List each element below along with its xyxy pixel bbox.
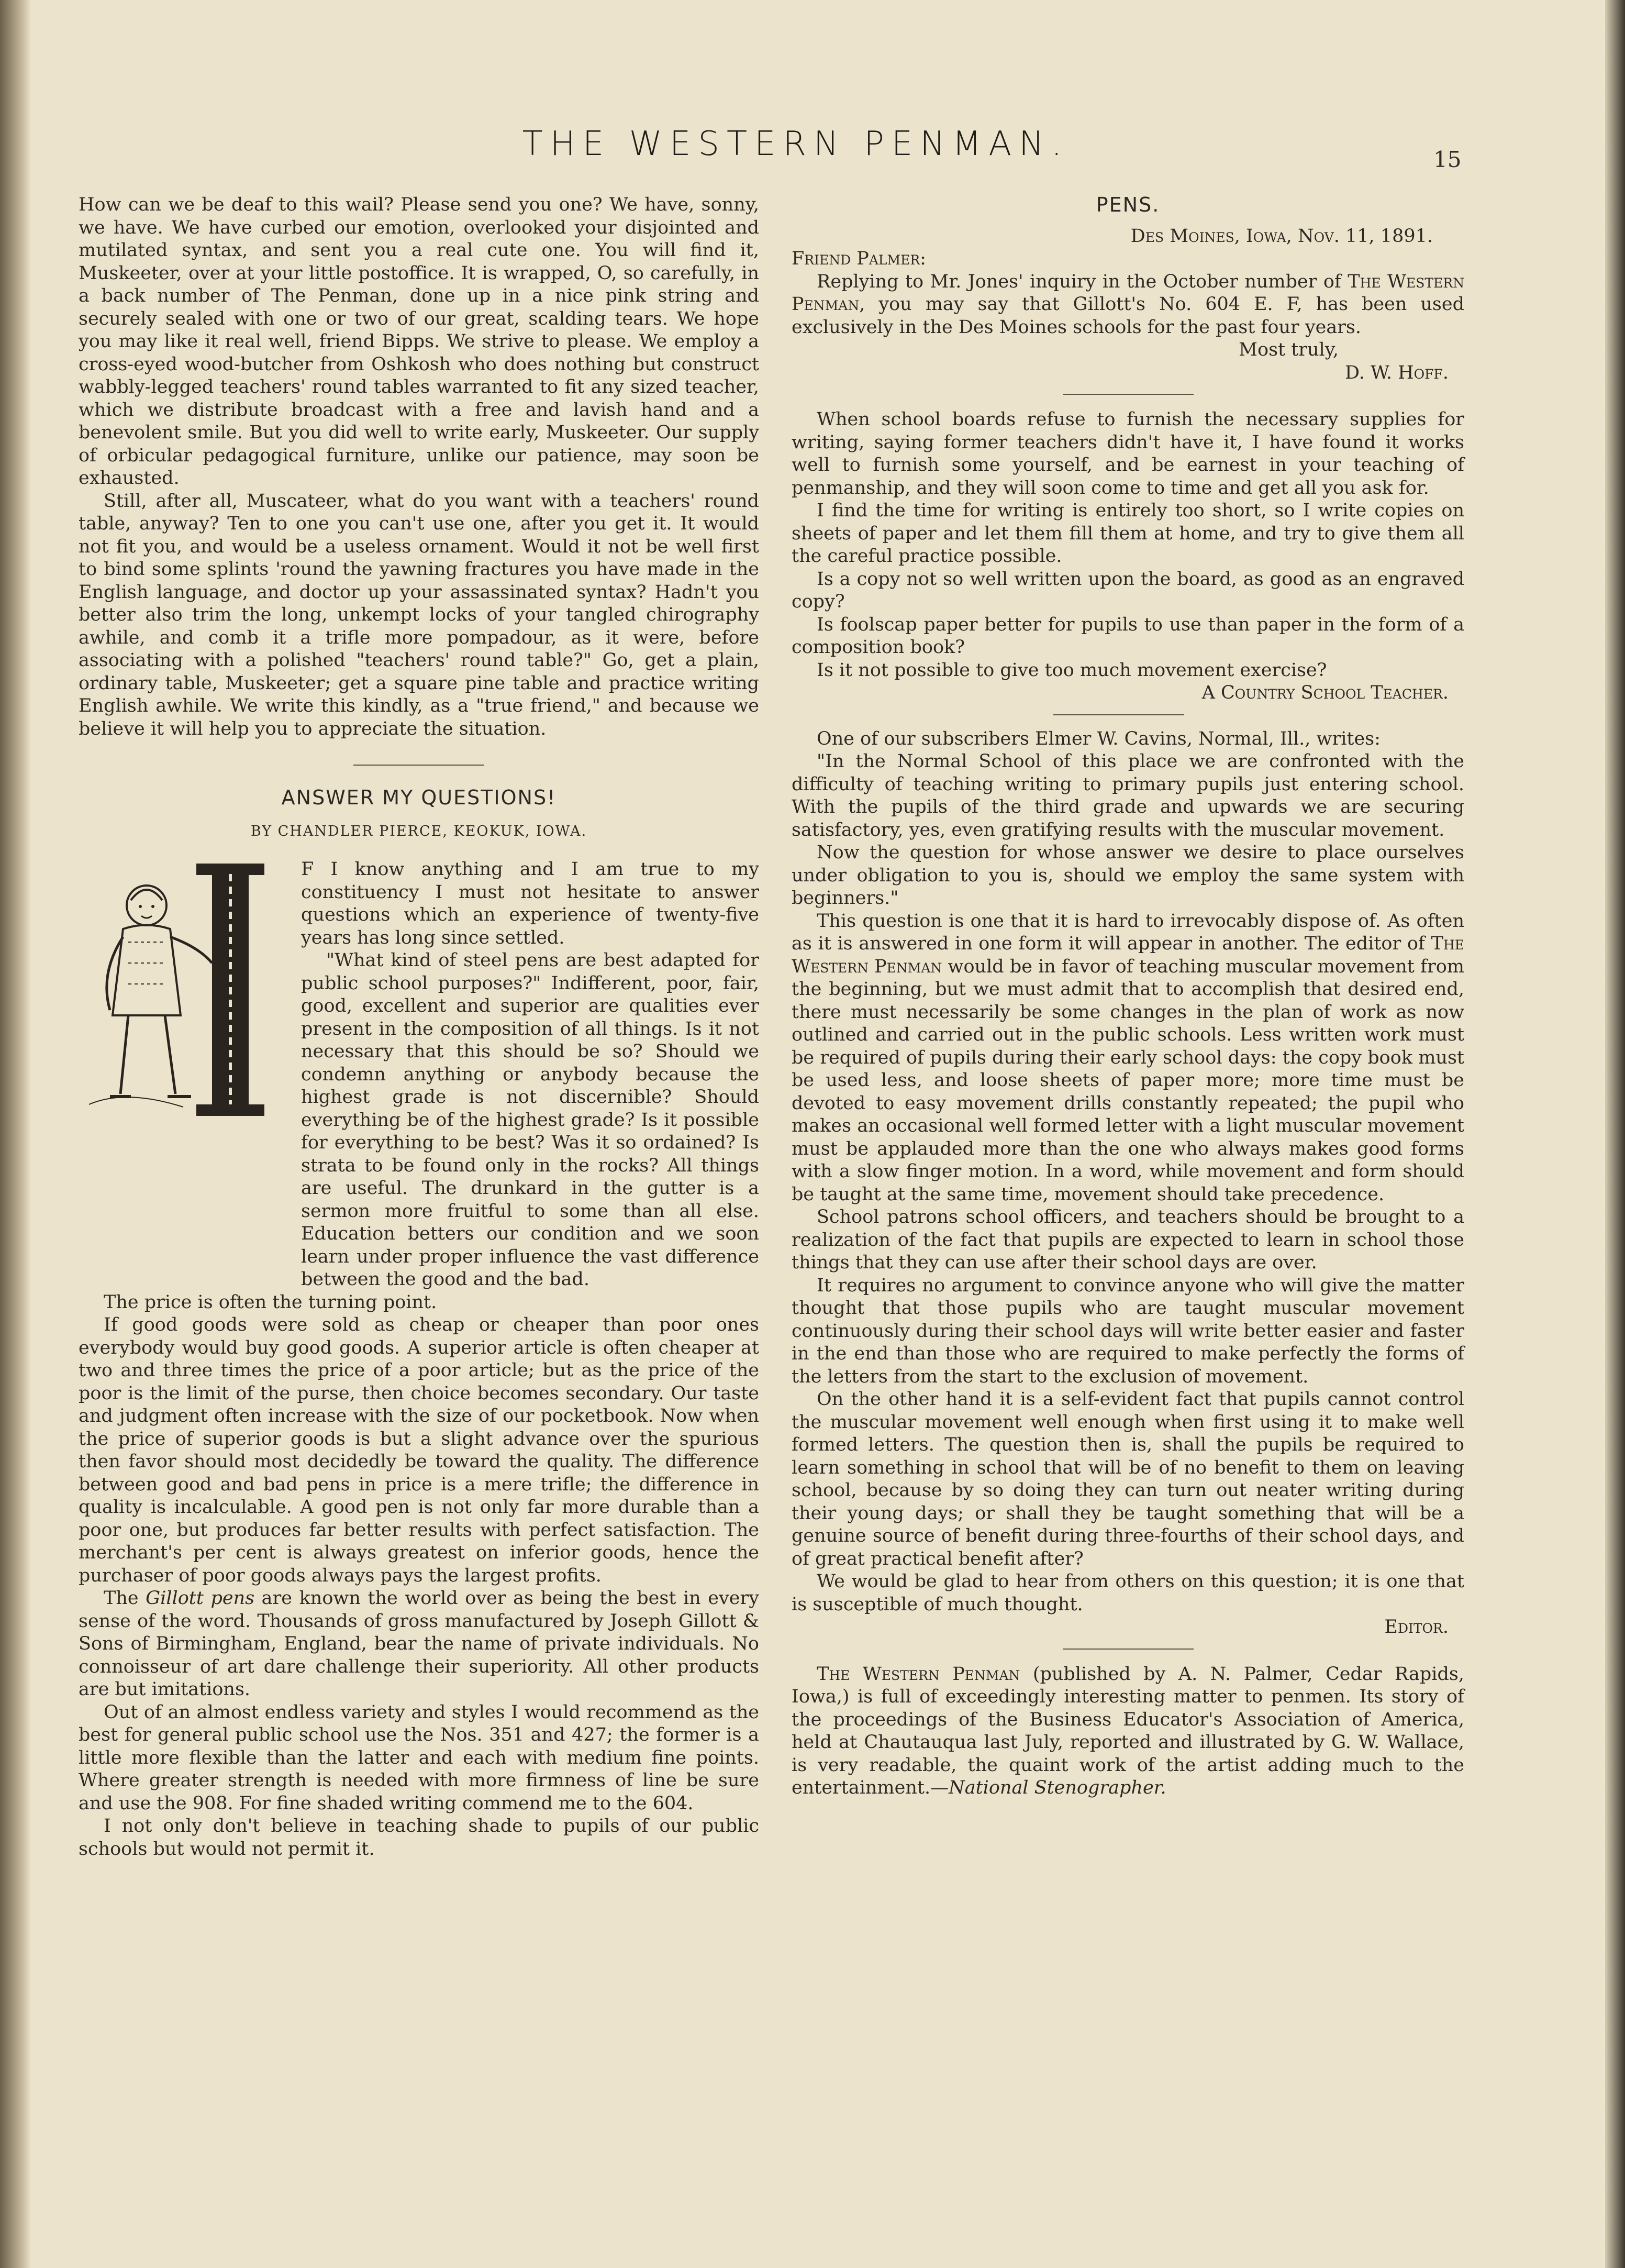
gillott-pens-emphasis: Gillott pens <box>146 1588 255 1609</box>
right-paragraph-3: I find the time for writing is entirely too short, so I write copies on sheets of paper and let them fill them at home, and try to give them all the careful practice possible. <box>792 500 1464 567</box>
right-paragraph-13: On the other hand it is a self-evident fact that pupils cannot control the muscular movement well enough when first using it to make well formed letters. The question then is, shall the pupils be required to learn something in school that will be of no benefit to them on leaving school, because by so doing they can turn out neater writing during their young days; or shall they be taught something that will be a genuine source of benefit during three-fourths of their school days, and of great practical benefit after? <box>792 1389 1464 1569</box>
right-paragraph-14: We would be glad to hear from others on this question; it is one that is susceptible of much thought. <box>792 1571 1464 1615</box>
text-run: , you may say that Gillott's No. 604 E. F, has been used exclusively in the Des Moines schools for the past four years. <box>792 294 1464 338</box>
left-paragraph-6: If good goods were sold as cheap or cheaper than poor ones everybody would buy good goods. A superior article is often cheaper at two and three times the price of a poor article; but as the price of the poor is the limit of the purse, then choice becomes secondary. Our taste and judgment often increase with the size of our pocketbook. Now when the price of superior goods is but a slight advance over the spurious then favor should most decidedly be toward the quality. The difference between good and bad pens in price is a mere trifle; the difference in quality is incalculable. A good pen is not only far more durable than a poor one, but produces far better results with perfect satisfaction. The merchant's per cent is always greatest on inferior goods, hence the purchaser of poor goods always pays the largest profits. <box>79 1314 759 1586</box>
right-paragraph-8: "In the Normal School of this place we are confronted with the difficulty of teaching writing to primary pupils just entering school. With the pupils of the third grade and upwards we are securing satisfactory, yes, even gratifying results with the muscular movement. <box>792 751 1464 840</box>
right-paragraph-11: School patrons school officers, and teachers should be brought to a realization of the fact that pupils are expected to learn in school those things that they can use after their school days are over. <box>792 1207 1464 1273</box>
letter-closing: Most truly, <box>1239 339 1339 360</box>
pens-title: PENS. <box>1096 193 1160 216</box>
page-edge-shadow <box>1605 0 1625 2268</box>
masthead: THE WESTERN PENMAN. <box>522 125 1070 163</box>
publication-name: The Western Penman <box>817 1663 1020 1685</box>
left-paragraph-7 <box>79 1587 759 1701</box>
text-run: are known the world over as being the best in every sense of the word. Thousands of gross manufactured by Joseph Gillott & Sons of Birmingham, England, bear the name of private individuals. No connoisseur of art dare challenge their superiority. All other products are but imitations. <box>79 1588 759 1700</box>
book-binding-shadow <box>0 0 31 2268</box>
left-paragraph-4: "What kind of steel pens are best adapted for public school purposes?" Indifferent, poor, fair, good, excellent and superior are qualities ever present in the composition of all things. Is it not necessary that this should be so? Should we condemn anything or anybody because the highest grade is not discernible? Should everything be of the highest grade? Is it possible for everything to be best? Was it so ordained? Is strata to be found only in the rocks? All things are useful. The drunkard in the gutter is a sermon more fruitful to some than all else. Education betters our condition and we soon learn under proper influence the vast difference between the good and the bad. <box>301 950 759 1290</box>
right-paragraph-2: When school boards refuse to furnish the necessary supplies for writing, saying former teachers didn't have it, I have found it works well to furnish some yourself, and be earnest in your teaching of penmanship, and they will soon come to time and get all you ask for. <box>792 409 1464 499</box>
right-paragraph-7: One of our subscribers Elmer W. Cavins, Normal, Ill., writes: <box>817 728 1381 749</box>
left-paragraph-2: Still, after all, Muscateer, what do you want with a teachers' round table, anyway? Ten to one you can't use one, after you get it. It would not fit you, and would be a useless ornament. Would it not be well first to bind some splints 'round the yawning fractures you have made in the English language, and doctor up your assassinated syntax? Hadn't you better also trim the long, unkempt locks of your tangled chirography awhile, and comb it a trifle more pompadour, as it were, before associating with a polished "teachers' round table?" Go, get a plain, ordinary table, Muskeeter; get a square pine table and practice writing English awhile. We write this kindly, as a "true friend," and because we believe it will help you to appreciate the situation. <box>79 490 759 739</box>
text-run: Replying to Mr. Jones' inquiry in the October number of <box>817 271 1348 292</box>
section-divider <box>353 765 484 766</box>
left-paragraph-5: The price is often the turning point. <box>104 1291 437 1313</box>
text-run: This question is one that it is hard to irrevocably dispose of. As often as it is answered in one form it will appear in another. The editor of <box>792 910 1464 954</box>
left-paragraph-1: How can we be deaf to this wail? Please send you one? We have, sonny, we have. We have curbed our emotion, overlooked your disjointed and mutilated syntax, and sent you a real cute one. You will find it, Muskeeter, over at your little postoffice. It is wrapped, O, so carefully, in a back number of The Penman, done up in a nice pink string and securely sealed with one or two of our great, scalding tears. We hope you may like it real well, friend Bipps. We strive to please. We employ a cross-eyed wood-butcher from Oshkosh who does nothing but construct wabbly-legged teachers' round tables warranted to fit any sized teacher, which we distribute broadcast with a free and lavish hand and a benevolent smile. But you did well to write early, Muskeeter. Our supply of orbicular pedagogical furniture, unlike our patience, may soon be exhausted. <box>79 194 759 489</box>
right-paragraph-12: It requires no argument to convince anyone who will give the matter thought that those pupils who are taught muscular movement continuously during their school days will write better easier and faster in the end than those who are required to make perfectly the forms of the letters from the start to the exclusion of movement. <box>792 1275 1464 1387</box>
text-run: would be in favor of teaching muscular movement from the beginning, but we must admit that to accomplish that desired end, there must necessarily be some changes in the plan of work as now outlined and carried out in the public schools. Less written work must be required of pupils during their early school days: the copy book must be used less, and loose sheets of paper more; more time must be devoted to easy movement drills constantly repeated; the pupil who makes an occasional well formed letter with a light muscular movement must be applauded more than the one who always makes good forms with a slow finger motion. In a word, while movement and form should be taught at the same time, movement should take precedence. <box>792 956 1464 1205</box>
left-paragraph-9: I not only don't believe in teaching shade to pupils of our public schools but would not permit it. <box>79 1816 759 1860</box>
section-divider <box>1053 714 1184 715</box>
section-divider <box>1063 1649 1194 1650</box>
text-run: (published by A. N. Palmer, Cedar Rapids, Iowa,) is full of exceedingly interesting matter to penmen. Its story of the proceedings of the Business Educator's Association of America, held at Chautauqua last July, reported and illustrated by G. W. Wallace, is very readable, the quaint work of the artist adding much to the entertainment.— <box>792 1663 1464 1798</box>
publication-name: The Western Penman <box>792 933 1464 977</box>
article-title: ANSWER MY QUESTIONS! <box>281 786 556 809</box>
right-column <box>792 194 1464 1800</box>
letter-salutation: Friend Palmer: <box>792 248 926 269</box>
right-paragraph-4: Is a copy not so well written upon the board, as good as an engraved copy? <box>792 568 1464 612</box>
left-column <box>79 194 759 1861</box>
article-byline: BY CHANDLER PIERCE, KEOKUK, IOWA. <box>250 823 587 839</box>
right-paragraph-1 <box>792 271 1464 339</box>
text-run: The <box>104 1588 146 1609</box>
left-paragraph-8: Out of an almost endless variety and styles I would recommend as the best for general public school use the Nos. 351 and 427; the former is a little more flexible than the latter and each with medium fine points. Where greater strength is needed with more firmness of line be sure and use the 908. For fine shaded writing commend me to the 604. <box>79 1701 759 1814</box>
letter-dateline: Des Moines, Iowa, Nov. 11, 1891. <box>1130 225 1433 247</box>
right-paragraph-9: Now the question for whose answer we desire to place ourselves under obligation to you is, should we employ the same system with beginners." <box>792 842 1464 909</box>
right-paragraph-6: Is it not possible to give too much movement exercise? <box>817 659 1327 681</box>
signature-hoff: D. W. Hoff. <box>1344 362 1449 383</box>
right-paragraph-15 <box>792 1663 1464 1800</box>
right-paragraph-10 <box>792 910 1464 1207</box>
signature-editor: Editor. <box>1384 1617 1449 1638</box>
man-leaning-on-letter-i-illustration <box>79 858 298 1120</box>
publication-name: The Western Penman <box>792 271 1464 315</box>
source-citation: National Stenographer. <box>949 1777 1166 1798</box>
page-number: 15 <box>1433 147 1462 172</box>
left-paragraph-3: F I know anything and I am true to my constituency I must not hesitate to answer questions which an experience of twenty-five years has long since settled. <box>301 859 759 948</box>
section-divider <box>1063 394 1194 395</box>
signature-country-teacher: A Country School Teacher. <box>1201 682 1449 703</box>
right-paragraph-5: Is foolscap paper better for pupils to use than paper in the form of a composition book? <box>792 614 1464 658</box>
